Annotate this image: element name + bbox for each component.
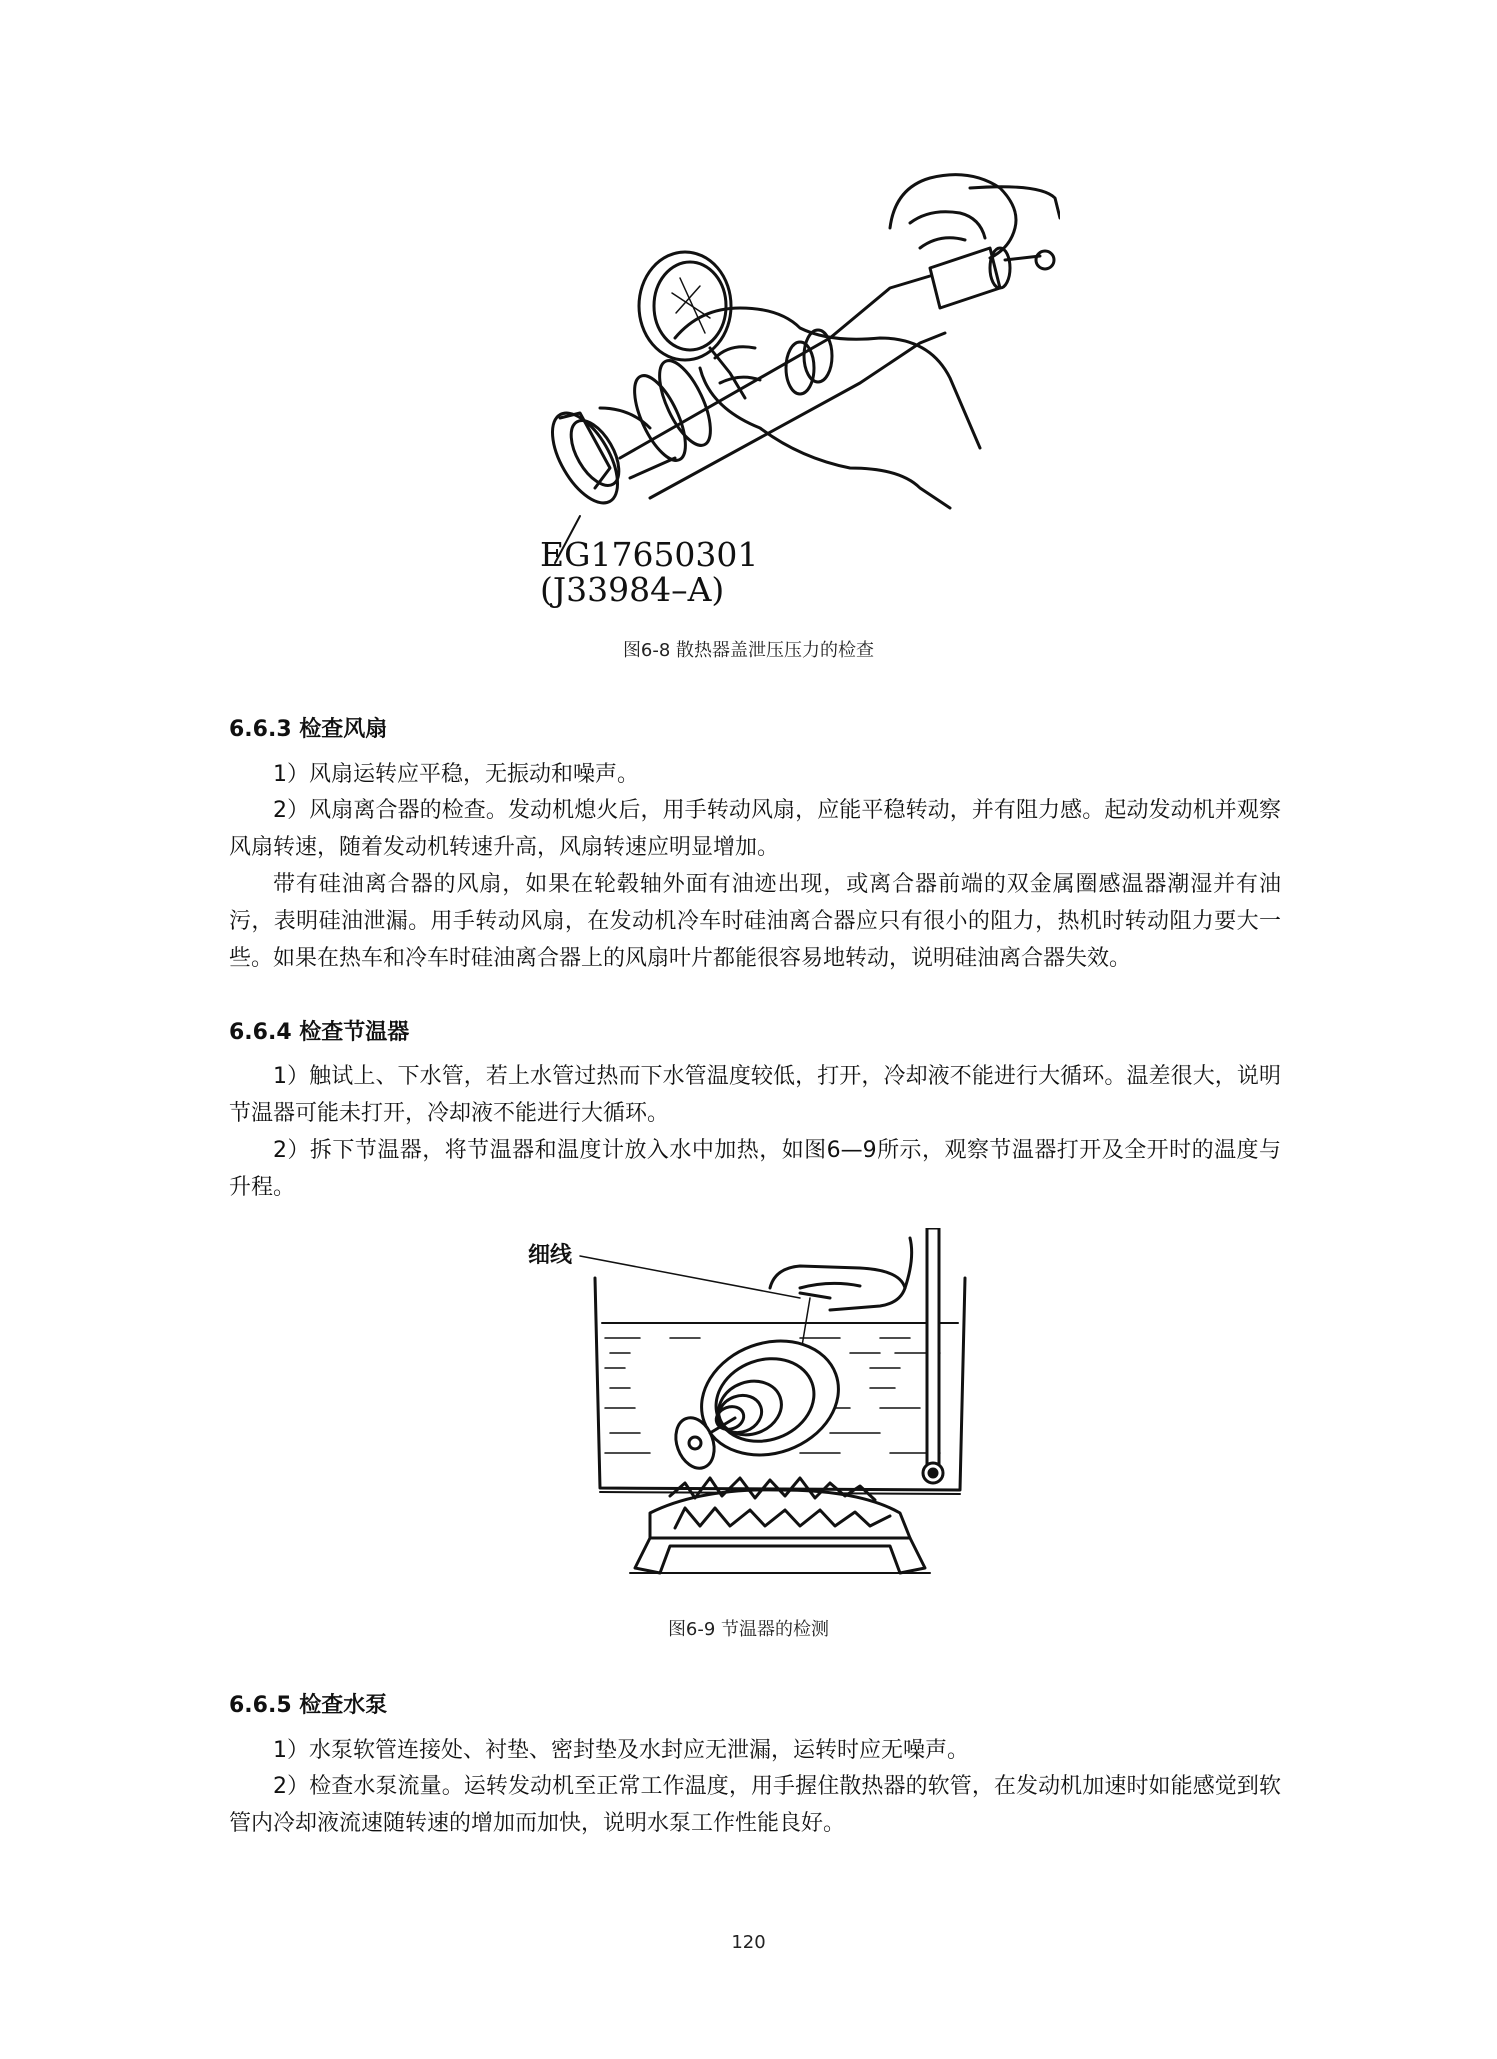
paragraph: 2）拆下节温器，将节温器和温度计放入水中加热，如图6—9所示，观察节温器打开及全开时的温度与升程。 bbox=[229, 1138, 1281, 1200]
figure-caption-6-9: 图6-9 节温器的检测 bbox=[667, 1619, 830, 1640]
section-heading-6-6-3: 6.6.3 检查风扇 bbox=[229, 717, 388, 742]
paragraph: 1）水泵软管连接处、衬垫、密封垫及水封应无泄漏，运转时应无噪声。 bbox=[273, 1738, 969, 1763]
paragraph: 1）触试上、下水管，若上水管过热而下水管温度较低，打开，冷却液不能进行大循环。温差很大，说明节温器可能未打开，冷却液不能进行大循环。 bbox=[229, 1064, 1281, 1126]
section-heading-6-6-4: 6.6.4 检查节温器 bbox=[229, 1020, 410, 1045]
paragraph: 2）风扇离合器的检查。发动机熄火后，用手转动风扇，应能平稳转动，并有阻力感。起动发动机并观察风扇转速，随着发动机转速升高，风扇转速应明显增加。 bbox=[229, 798, 1281, 860]
part-number-label: EG17650301 bbox=[540, 535, 759, 574]
thermostat-test-illustration bbox=[500, 1228, 980, 1598]
figure-caption-6-8: 图6-8 散热器盖泄压压力的检查 bbox=[622, 640, 875, 661]
paragraph: 1）风扇运转应平稳，无振动和噪声。 bbox=[273, 762, 639, 787]
paragraph: 2）检查水泵流量。运转发动机至正常工作温度，用手握住散热器的软管，在发动机加速时如能感觉到软管内冷却液流速随转速的增加而加快，说明水泵工作性能良好。 bbox=[229, 1774, 1281, 1836]
section-heading-6-6-5: 6.6.5 检查水泵 bbox=[229, 1693, 388, 1718]
tool-number-label: (J33984–A) bbox=[540, 570, 725, 609]
page-number: 120 bbox=[731, 1932, 766, 1953]
thread-label: 细线 bbox=[528, 1243, 573, 1268]
paragraph: 带有硅油离合器的风扇，如果在轮毂轴外面有油迹出现，或离合器前端的双金属圈感温器潮湿并有油污，表明硅油泄漏。用手转动风扇，在发动机冷车时硅油离合器应只有很小的阻力，热机时转动阻力要大一些。如果在热车和冷车时硅油离合器上的风扇叶片都能很容易地转动，说明硅油离合器失效。 bbox=[229, 872, 1281, 971]
